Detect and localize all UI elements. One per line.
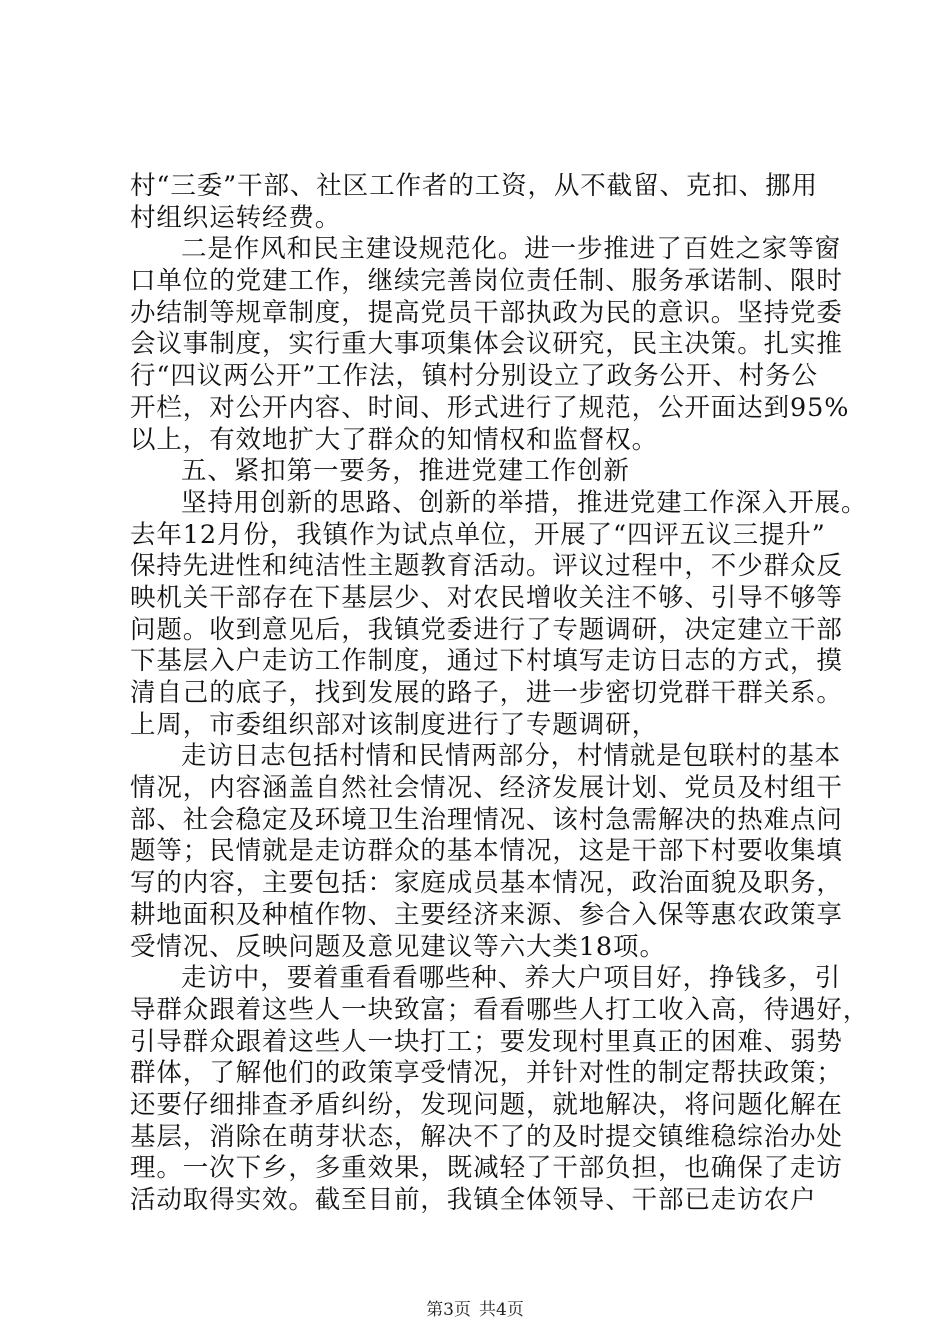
text-line: 以上，有效地扩大了群众的知情权和监督权。 <box>130 424 659 455</box>
text-line: 引导群众跟着这些人一块打工；要发现村里真正的困难、弱势 <box>130 1026 843 1057</box>
text-line: 问题。收到意见后，我镇党委进行了专题调研，决定建立干部 <box>130 614 843 645</box>
text-line: 办结制等规章制度，提高党员干部执政为民的意识。坚持党委 <box>130 297 843 328</box>
section-heading: 五、紧扣第一要务，推进党建工作创新 <box>181 456 630 487</box>
text-line: 下基层入户走访工作制度，通过下村填写走访日志的方式，摸 <box>130 646 843 677</box>
text-line: 部、社会稳定及环境卫生治理情况、该村急需解决的热难点问 <box>130 804 843 835</box>
text-line: 村“三委”干部、社区工作者的工资，从不截留、克扣、挪用 <box>130 171 818 201</box>
text-line: 行“四议两公开”工作法，镇村分别设立了政务公开、村务公 <box>130 361 818 392</box>
text-line: 活动取得实效。截至目前，我镇全体领导、干部已走访农户 <box>130 1185 817 1215</box>
text-line: 去年12月份，我镇作为试点单位，开展了“四评五议三提升” <box>130 519 826 550</box>
page-footer <box>0 1295 950 1320</box>
text-line: 基层，消除在萌芽状态，解决不了的及时提交镇维稳综治办处 <box>130 1121 843 1152</box>
paragraph-start-line: 走访日志包括村情和民情两部分，村情就是包联村的基本 <box>181 741 842 772</box>
page-total: 共4页 <box>479 1300 524 1320</box>
text-line: 导群众跟着这些人一块致富；看看哪些人打工收入高，待遇好， <box>130 994 870 1025</box>
paragraph-start-line: 二是作风和民主建设规范化。进一步推进了百姓之家等窗 <box>181 234 842 265</box>
text-line: 群体，了解他们的政策享受情况，并针对性的制定帮扶政策； <box>130 1058 843 1089</box>
text-line: 耕地面积及种植作物、主要经济来源、参合入保等惠农政策享 <box>130 899 843 930</box>
text-line: 会议事制度，实行重大事项集体会议研究，民主决策。扎实推 <box>130 329 843 360</box>
text-line: 村组织运转经费。 <box>130 202 342 233</box>
text-line: 情况，内容涵盖自然社会情况、经济发展计划、党员及村组干 <box>130 773 843 804</box>
text-line: 题等；民情就是走访群众的基本情况，这是干部下村要收集填 <box>130 836 843 867</box>
text-line: 口单位的党建工作，继续完善岗位责任制、服务承诺制、限时 <box>130 266 843 297</box>
text-line: 开栏，对公开内容、时间、形式进行了规范，公开面达到95% <box>130 392 850 423</box>
text-line: 上周，市委组织部对该制度进行了专题调研， <box>130 709 659 740</box>
text-line: 清自己的底子，找到发展的路子，进一步密切党群干群关系。 <box>130 678 843 708</box>
text-line: 保持先进性和纯洁性主题教育活动。评议过程中，不少群众反 <box>130 551 843 582</box>
text-line: 受情况、反映问题及意见建议等六大类18项。 <box>130 931 666 962</box>
text-line: 还要仔细排查矛盾纠纷，发现问题，就地解决，将问题化解在 <box>130 1089 843 1120</box>
text-line: 映机关干部存在下基层少、对农民增收关注不够、引导不够等 <box>130 582 843 613</box>
page-number: 第3页 <box>426 1300 471 1320</box>
paragraph-start-line: 走访中，要着重看看哪些种、养大户项目好，挣钱多，引 <box>181 963 842 994</box>
paragraph-start-line: 坚持用创新的思路、创新的举措，推进党建工作深入开展。 <box>181 487 868 518</box>
document-body <box>130 171 870 1217</box>
text-line: 写的内容，主要包括：家庭成员基本情况，政治面貌及职务， <box>130 868 843 899</box>
text-line: 理。一次下乡，多重效果，既减轻了干部负担，也确保了走访 <box>130 1153 843 1184</box>
